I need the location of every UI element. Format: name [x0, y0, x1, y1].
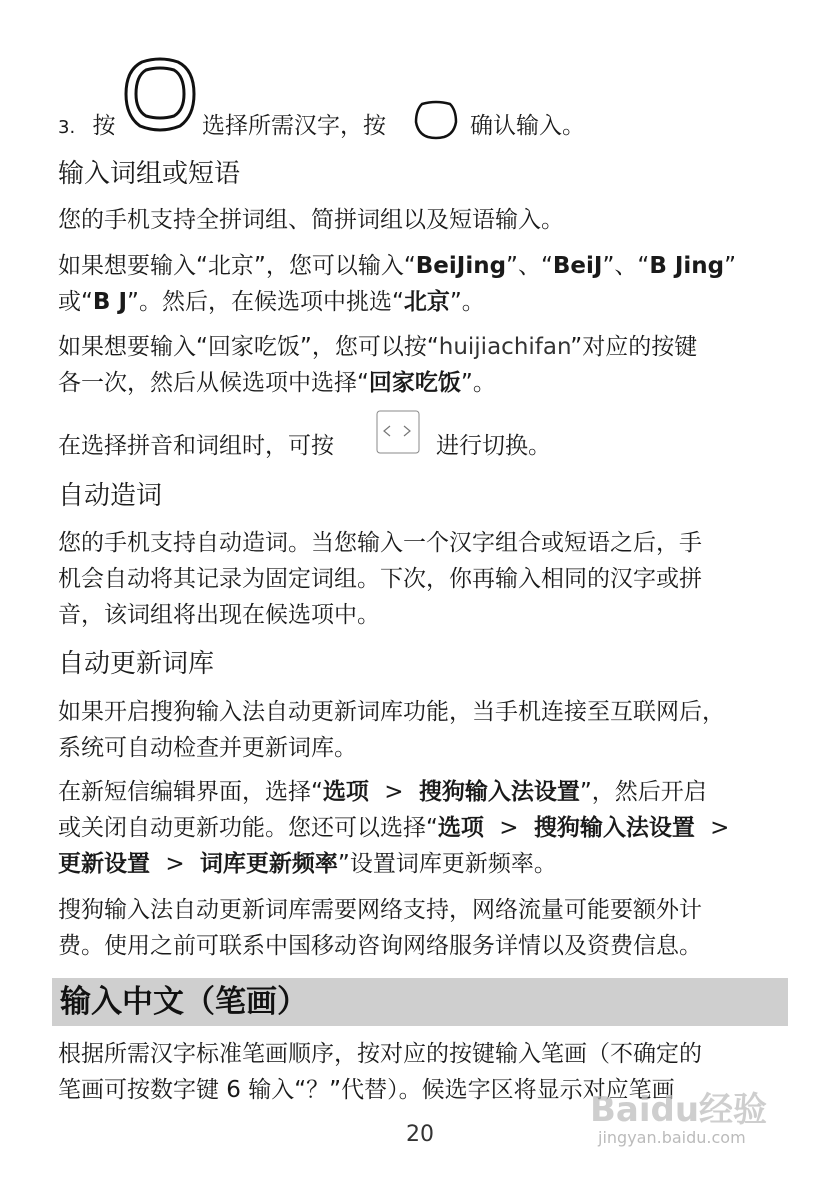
phrase-p3-line1: 如果想要输入“回家吃饭”，您可以按“huijiachifan”对应的按键: [58, 334, 698, 360]
nav-ring-icon: [122, 56, 198, 134]
step-press-text: 按: [92, 113, 116, 139]
step-3-line: [58, 112, 116, 152]
section-banner-stroke: [52, 978, 788, 1026]
update-p2-line3: 更新设置 > 词库更新频率”设置词库更新频率。: [58, 851, 557, 877]
update-p3-line1: 搜狗输入法自动更新词库需要网络支持，网络流量可能要额外计: [58, 897, 702, 923]
heading-auto-update: 自动更新词库: [58, 649, 215, 679]
stroke-line-1: 根据所需汉字标准笔画顺序，按对应的按键输入笔画（不确定的: [58, 1041, 702, 1067]
phrase-p4: 在选择拼音和词组时，可按: [58, 433, 334, 459]
phrase-p3-line2: 各一次，然后从候选项中选择“回家吃饭”。: [58, 370, 496, 396]
update-p3-line2: 费。使用之前可联系中国移动咨询网络服务详情以及资费信息。: [58, 933, 702, 959]
auto-line-2: 机会自动将其记录为固定词组。下次，你再输入相同的汉字或拼: [58, 566, 702, 592]
heading-stroke-input: 输入中文（笔画）: [60, 984, 308, 1020]
step-3-middle: 选择所需汉字，按: [202, 113, 386, 139]
phrase-p4-end: 进行切换。: [436, 433, 551, 459]
step-number: 3.: [58, 117, 76, 138]
update-p1-line1: 如果开启搜狗输入法自动更新词库功能，当手机连接至互联网后，: [58, 699, 725, 725]
auto-line-3: 音，该词组将出现在候选项中。: [58, 602, 380, 628]
step-3-end: 确认输入。: [470, 113, 585, 139]
stroke-line-2: 笔画可按数字键 6 输入“？”代替）。候选字区将显示对应笔画: [58, 1077, 675, 1103]
page-number: 20: [406, 1122, 434, 1147]
update-p1-line2: 系统可自动检查并更新词库。: [58, 735, 357, 761]
heading-auto-word: 自动造词: [58, 481, 163, 511]
phrase-p2-line2: 或“B J”。然后，在候选项中挑选“北京”。: [58, 289, 485, 315]
ok-key-icon: [414, 100, 458, 140]
update-p2-line1: 在新短信编辑界面，选择“选项 > 搜狗输入法设置”，然后开启: [58, 779, 707, 805]
phrase-p1: 您的手机支持全拼词组、简拼词组以及短语输入。: [58, 207, 564, 233]
phrase-p2-line1: 如果想要输入“北京”，您可以输入“BeiJing”、“BeiJ”、“B Jing”: [58, 253, 737, 279]
watermark-url: jingyan.baidu.com: [598, 1128, 746, 1147]
left-right-key-icon: [376, 410, 420, 454]
update-p2-line2: 或关闭自动更新功能。您还可以选择“选项 > 搜狗输入法设置 >: [58, 815, 730, 841]
watermark-brand: Baidu经验: [590, 1090, 768, 1130]
auto-line-1: 您的手机支持自动造词。当您输入一个汉字组合或短语之后，手: [58, 530, 702, 556]
heading-phrase-input: 输入词组或短语: [58, 159, 241, 189]
